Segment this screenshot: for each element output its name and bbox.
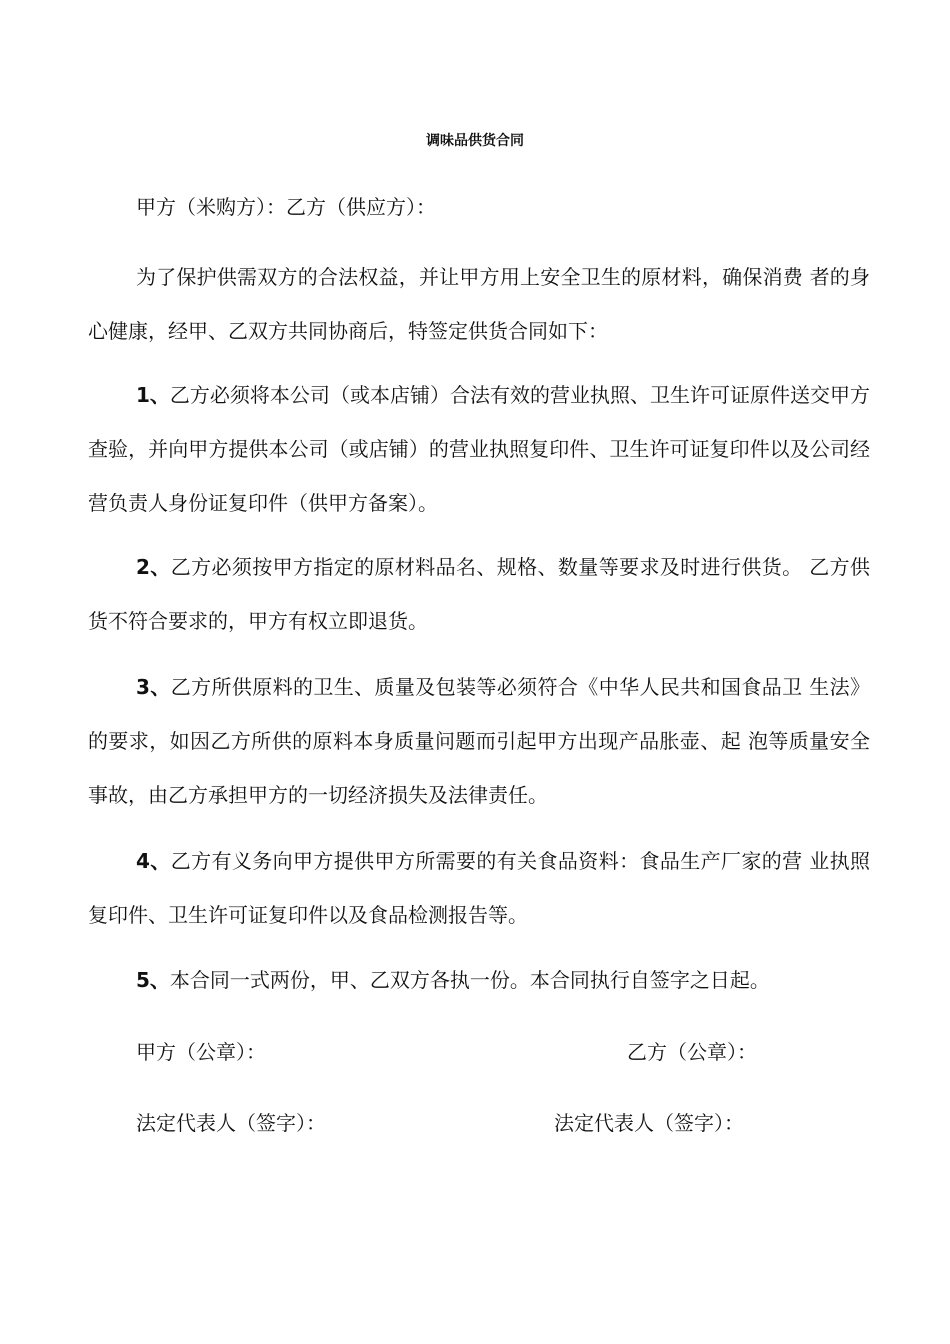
page-title: 调味品供货合同 bbox=[426, 133, 524, 149]
clause-text: 乙方必须将本公司（或本店铺）合法有效的营业执照、卫生许可证原件送交甲方查验，并向甲方提供本公司（或店铺）的营业执照复印件、卫生许可证复印件以及公司经营负责人身份证复印件（供甲方备案）。 bbox=[88, 383, 870, 515]
clause-number: 1、 bbox=[136, 383, 170, 407]
clause-number: 5、 bbox=[136, 968, 170, 992]
clause-3 bbox=[88, 660, 870, 822]
clause-text: 乙方必须按甲方指定的原材料品名、规格、数量等要求及时进行供货。 乙方供货不符合要求的，甲方有权立即退货。 bbox=[88, 555, 871, 633]
party-a-seal-label: 甲方（公章）： bbox=[136, 1040, 266, 1064]
party-a-representative-label: 法定代表人（签字）： bbox=[136, 1111, 326, 1135]
clause-5 bbox=[88, 953, 870, 1007]
clause-2 bbox=[88, 540, 870, 648]
clause-number: 3、 bbox=[136, 675, 171, 699]
party-b-representative-label: 法定代表人（签字）： bbox=[554, 1111, 744, 1135]
clause-number: 4、 bbox=[136, 849, 171, 873]
clause-4 bbox=[88, 834, 870, 942]
clause-text: 本合同一式两份，甲、乙双方各执一份。本合同执行自签字之日起。 bbox=[169, 968, 770, 992]
clause-text: 乙方所供原料的卫生、质量及包装等必须符合《中华人民共和国食品卫 生法》的要求，如因乙方所供的原料本身质量问题而引起甲方出现产品胀壶、起 泡等质量安全事故，由乙方承担甲方的一切经济损失及法律责任。 bbox=[88, 675, 871, 807]
clause-1 bbox=[88, 368, 870, 530]
party-b-seal-label: 乙方（公章）： bbox=[627, 1040, 757, 1064]
parties-line: 甲方（米购方）：乙方（供应方）： bbox=[136, 195, 436, 219]
intro-paragraph: 为了保护供需双方的合法权益，并让甲方用上安全卫生的原材料，确保消费 者的身心健康，经甲、乙双方共同协商后，特签定供货合同如下： bbox=[88, 265, 870, 343]
clause-text: 乙方有义务向甲方提供甲方所需要的有关食品资料：食品生产厂家的营 业执照复印件、卫生许可证复印件以及食品检测报告等。 bbox=[88, 849, 871, 927]
clause-number: 2、 bbox=[136, 555, 171, 579]
